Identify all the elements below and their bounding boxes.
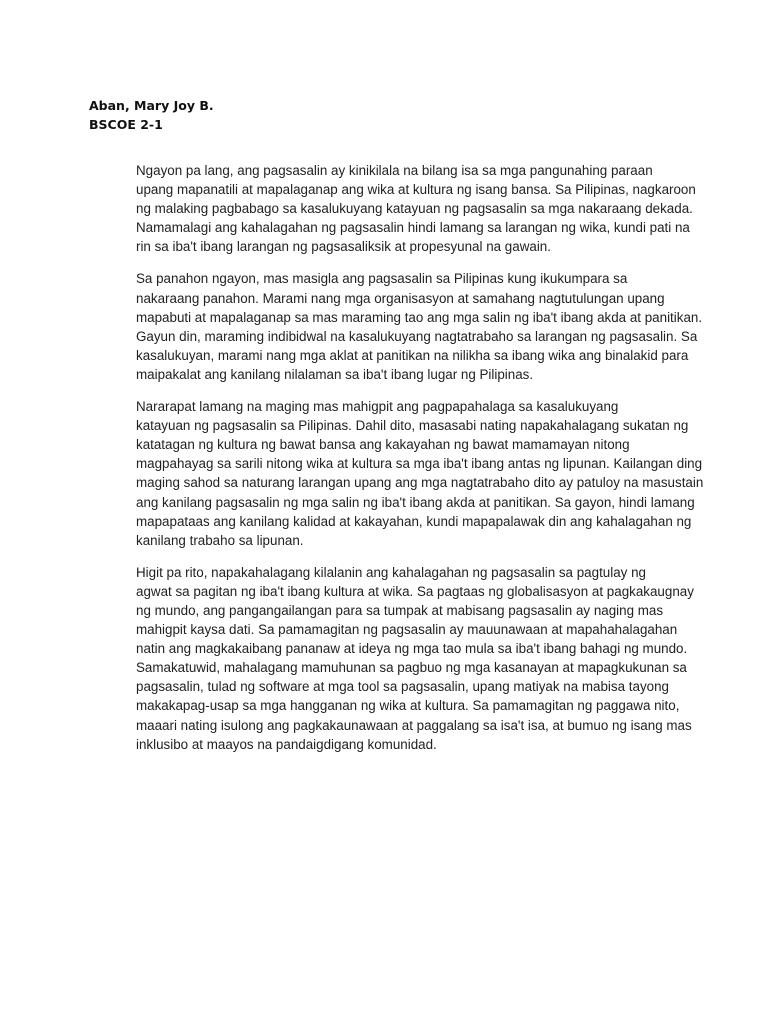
paragraph-line: rin sa iba't ibang larangan ng pagsasaliksik at propesyunal na gawain.: [136, 239, 551, 255]
paragraph-3: [89, 397, 704, 550]
author-name: Aban, Mary Joy B.: [89, 98, 214, 113]
paragraph-line: mapapataas ang kanilang kalidad at kakayahan, kundi mapapalawak din ang kahalagahan ng: [136, 513, 692, 529]
paragraph-line: nakaraang panahon. Marami nang mga organisasyon at samahang nagtutulungan upang: [136, 290, 665, 306]
paragraph-line: Higit pa rito, napakahalagang kilalanin ang kahalagahan ng pagsasalin sa pagtulay ng: [136, 564, 646, 580]
paragraph-line: ng mundo, ang pangangailangan para sa tumpak at mabisang pagsasalin ay naging mas: [136, 602, 664, 618]
paragraph-line: ang kanilang pagsasalin ng mga salin ng iba't ibang akda at panitikan. Sa gayon, hindi lamang: [136, 494, 695, 510]
paragraph-line: upang mapanatili at mapalaganap ang wika at kultura ng isang bansa. Sa Pilipinas, nagkaroon: [136, 182, 696, 198]
paragraph-4: [89, 563, 694, 754]
author-section: BSCOE 2-1: [89, 117, 163, 132]
paragraph-line: kanilang trabaho sa lipunan.: [136, 532, 304, 548]
paragraph-line: katatagan ng kultura ng bawat bansa ang kakayahan ng bawat mamamayan nitong: [136, 437, 630, 453]
paragraph-line: magpahayag sa sarili nitong wika at kultura sa mga iba't ibang antas ng lipunan. Kailangan ding: [136, 456, 703, 472]
paragraph-2: [89, 269, 703, 384]
paragraph-line: ng malaking pagbabago sa kasalukuyang katayuan ng pagsasalin sa mga nakaraang dekada.: [136, 201, 693, 217]
paragraph-line: kasalukuyan, marami nang mga aklat at panitikan na nilikha sa ibang wika ang binalakid para: [136, 347, 689, 363]
paragraph-line: Samakatuwid, mahalagang mamuhunan sa pagbuo ng mga kasanayan at mapagkukunan sa: [136, 660, 687, 676]
document-body: [89, 161, 704, 767]
paragraph-line: maipakalat ang kanilang nilalaman sa iba't ibang lugar ng Pilipinas.: [136, 366, 534, 382]
paragraph-line: Nararapat lamang na maging mas mahigpit ang pagpapahalaga sa kasalukuyang: [136, 399, 619, 415]
paragraph-line: maging sahod sa naturang larangan upang ang mga nagtatrabaho dito ay patuloy na masustain: [136, 475, 704, 491]
paragraph-line: mapabuti at mapalaganap sa mas maraming tao ang mga salin ng iba't ibang akda at panitikan.: [136, 309, 703, 325]
paragraph-line: agwat sa pagitan ng iba't ibang kultura at wika. Sa pagtaas ng globalisasyon at pagkakaugnay: [136, 583, 694, 599]
document-header: [89, 96, 214, 134]
paragraph-line: natin ang magkakaibang pananaw at ideya ng mga tao mula sa iba't ibang bahagi ng mundo.: [136, 641, 688, 657]
paragraph-line: pagsasalin, tulad ng software at mga tool sa pagsasalin, upang matiyak na mabisa tayong: [136, 679, 669, 695]
paragraph-line: Namamalagi ang kahalagahan ng pagsasalin hindi lamang sa larangan ng wika, kundi pati na: [136, 220, 690, 236]
paragraph-line: maaari nating isulong ang pagkakaunawaan at paggalang sa isa't isa, at bumuo ng isang mas: [136, 717, 692, 733]
paragraph-line: Sa panahon ngayon, mas masigla ang pagsasalin sa Pilipinas kung ikukumpara sa: [136, 271, 628, 287]
paragraph-line: Gayun din, maraming indibidwal na kasalukuyang nagtatrabaho sa larangan ng pagsasalin. Sa: [136, 328, 698, 344]
paragraph-line: katayuan ng pagsasalin sa Pilipinas. Dahil dito, masasabi nating napakahalagang sukatan ng: [136, 418, 689, 434]
paragraph-1: [89, 161, 696, 256]
paragraph-line: inklusibo at maayos na pandaigdigang komunidad.: [136, 736, 437, 752]
paragraph-line: Ngayon pa lang, ang pagsasalin ay kinikilala na bilang isa sa mga pangunahing paraan: [136, 163, 653, 178]
paragraph-line: mahigpit kaysa dati. Sa pamamagitan ng pagsasalin ay mauunawaan at mapahahalagahan: [136, 622, 678, 638]
paragraph-line: makakapag-usap sa mga hangganan ng wika at kultura. Sa pamamagitan ng paggawa nito,: [136, 698, 680, 714]
